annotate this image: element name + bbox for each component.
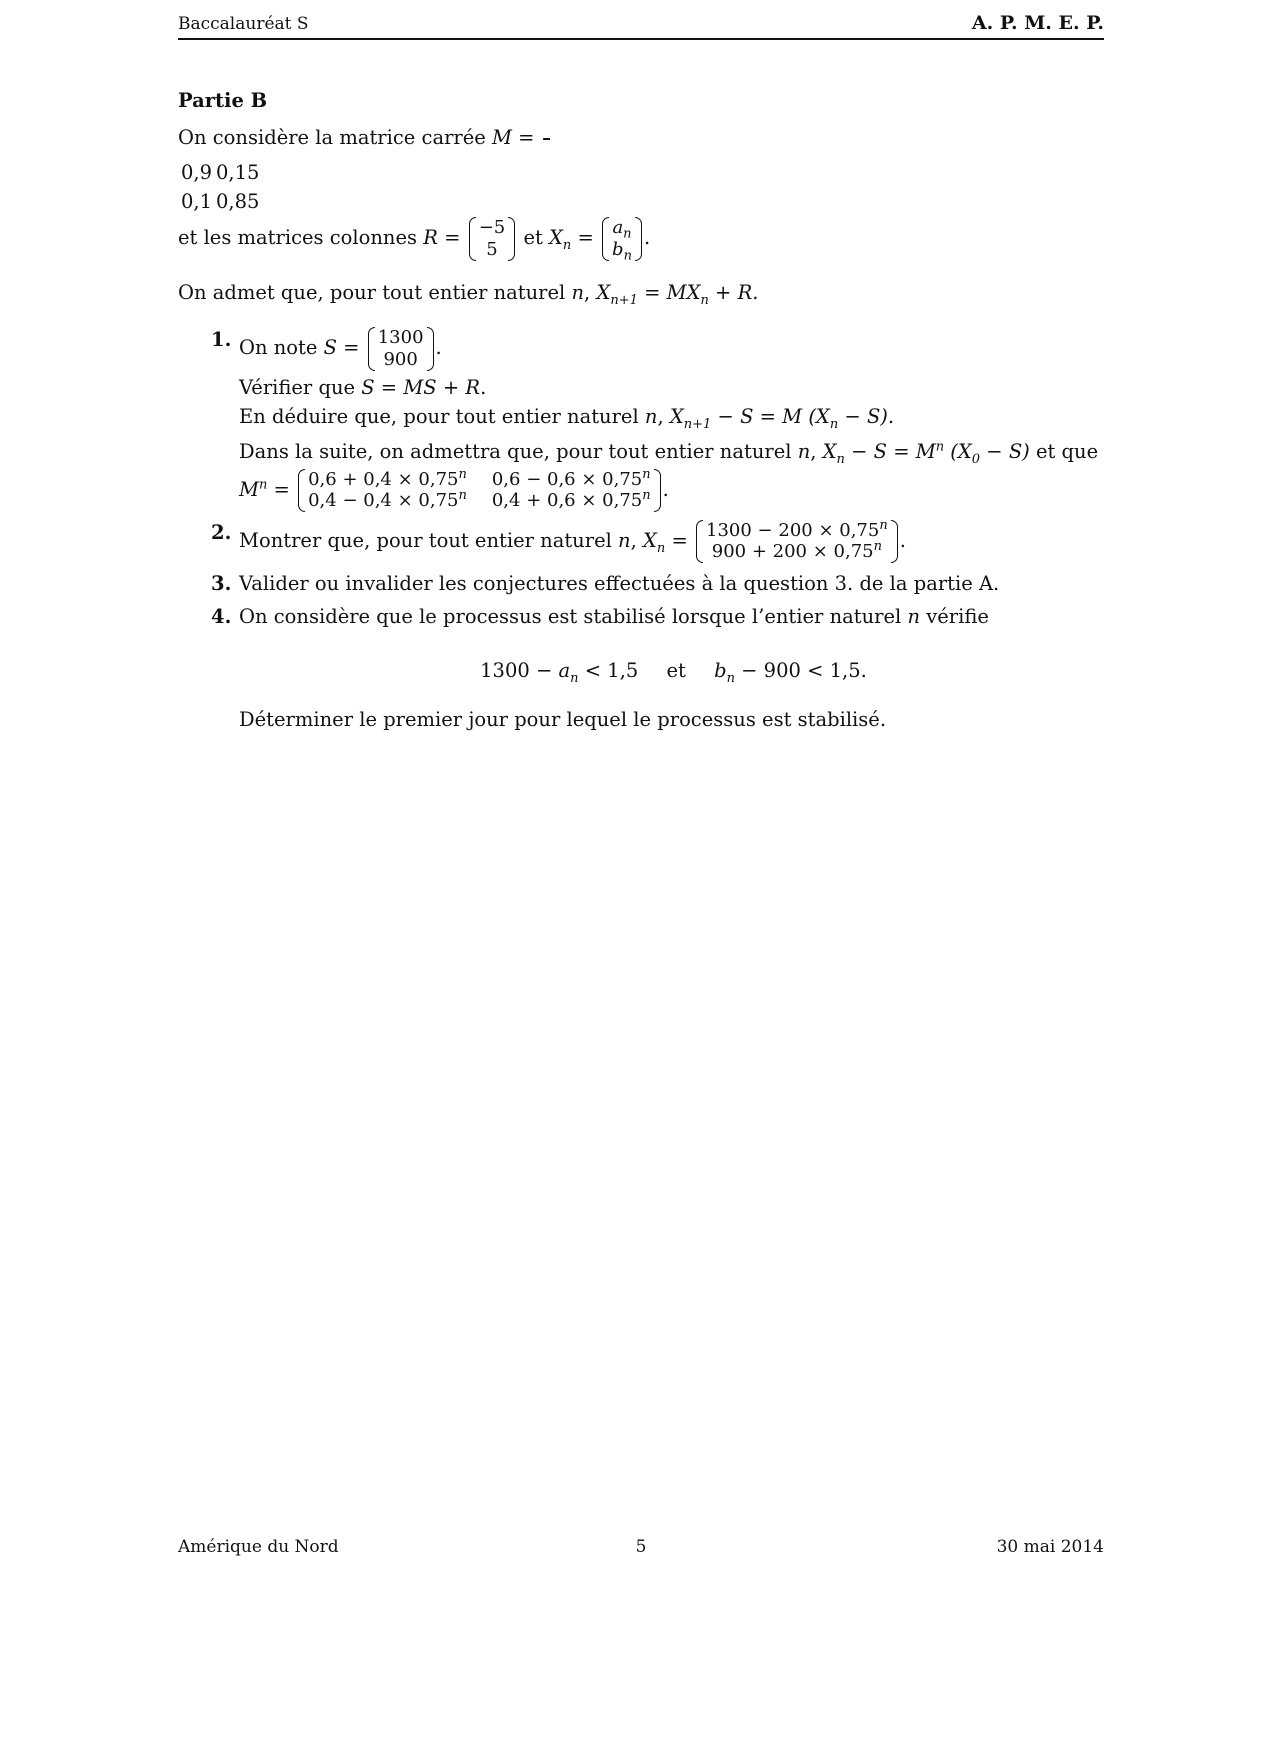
vector-cell: $900 + 200 \times 0,75^n$: [711, 539, 882, 563]
page-header: [178, 12, 1104, 40]
matrix-Mn-cell: $0,6 - 0,6 \times 0,75^n$: [491, 466, 651, 490]
footer-right: 30 mai 2014: [996, 1537, 1104, 1557]
document-body: Partie B On considère la matrice carrée M = 0,9 0,15 0,1 0,85 et les matrices colonnes R = −5 5 et $X_n$ = $a_n$ $b_n$ . On admet que, pour tout entier naturel n, $X_{n+1} = MX_n + R$. 1. On note S = 1300 900 . Vérifier que S = MS + R. En déduire que, pour tout entier naturel n, $X_{n+1} - S = M$ $(X_n - S)$. Dans la suite, on admettra que, pour tout entier naturel n, $X_n - S = M^n$ $(X_0 - S)$ et que $M^n$ = $0,6 + 0,4 \times 0,75^n$ $0,6 - 0,6 \times 0,75^n$ $0,4 - 0,4 \times 0,75^n$ $0,4 + 0,6 \times 0,75^n$ . 2. Montrer que, pour tout entier naturel n, $X_n$ = $1300 - 200 \times 0,75^n$ $900 + 200 \times 0,75^n$ . 3. Valider ou invalider les conjectures effectuées à la question 3. de la partie A. 4. On considère que le processus est stabilisé lorsque l’entier naturel n vérifie $1300 - a_n < 1,5$ et $b_n - 900 < 1,5$. Déterminer le premier jour pour lequel le processus est stabilisé.: [178, 88, 1108, 740]
q1-deduce: En déduire que, pour tout entier naturel n, $X_{n+1} - S = M$ $(X_n - S)$.: [239, 404, 895, 432]
intro-recurrence: On admet que, pour tout entier naturel n, $X_{n+1} = MX_n + R$.: [178, 281, 759, 308]
matrix-M-cell: 0,85: [216, 190, 260, 214]
question-4: 4. On considère que le processus est stabilisé lorsque l’entier naturel n vérifie $1300 - a_n < 1,5$ et $b_n - 900 < 1,5$. Déterminer le premier jour pour lequel le processus est stabilisé.: [178, 604, 1108, 732]
matrix-Mn-cell: $0,6 + 0,4 \times 0,75^n$: [308, 466, 467, 490]
matrix-S-cell: 1300: [377, 327, 424, 349]
matrix-M-label: M =: [492, 126, 535, 150]
matrix-Mn: [298, 466, 661, 512]
stability-inequalities: $1300 - a_n < 1,5$ et $b_n - 900 < 1,5$.: [480, 658, 867, 686]
matrix-M-cell: 0,9: [181, 160, 213, 184]
matrix-M: [543, 138, 550, 140]
matrix-X-label: $X_n$ =: [549, 226, 594, 254]
matrix-Xn-cell: $a_n$: [612, 217, 632, 242]
intro-line: [178, 125, 1108, 150]
matrix-Mn-cell: $0,4 + 0,6 \times 0,75^n$: [491, 488, 651, 512]
question-number: 4.: [211, 605, 232, 629]
matrix-R-cell: −5: [478, 217, 506, 239]
question-number: 2.: [211, 520, 232, 544]
question-number: 3.: [211, 572, 232, 595]
intro-text-3: et: [523, 226, 543, 250]
vector-Xn-closed-form: [696, 517, 898, 563]
header-right: A. P. M. E. P.: [971, 12, 1104, 34]
matrix-Xn-cell: $b_n$: [612, 238, 632, 264]
footer-page-number: 5: [635, 1537, 647, 1557]
matrix-Xn: [602, 217, 642, 264]
question-2: 2. Montrer que, pour tout entier naturel n, $X_n$ = $1300 - 200 \times 0,75^n$ $900 + 200 \times 0,75^n$ .: [211, 517, 906, 563]
header-left: Baccalauréat S: [178, 14, 309, 34]
q1-Mn: $M^n$ = $0,6 + 0,4 \times 0,75^n$ $0,6 - 0,6 \times 0,75^n$ $0,4 - 0,4 \times 0,75^n$ $0,4 + 0,6 \times 0,75^n$ .: [239, 466, 669, 512]
question-list: [178, 327, 1108, 732]
matrix-S: [368, 327, 434, 370]
question-number: 1.: [211, 328, 232, 352]
question-3-text: Valider ou invalider les conjectures effectuées à la question 3. de la partie A.: [239, 572, 1000, 595]
matrix-R-label: R =: [423, 226, 461, 250]
footer-left: Amérique du Nord: [178, 1537, 339, 1557]
matrix-S-cell: 900: [383, 349, 418, 370]
q1-verify: Vérifier que S = MS + R.: [239, 375, 487, 399]
matrix-R: [469, 217, 516, 260]
intro-text-2: et les matrices colonnes: [178, 226, 418, 250]
q1-admit: Dans la suite, on admettra que, pour tout entier naturel n, $X_n - S = M^n$ $(X_0 - S)$ et que: [239, 439, 1099, 468]
intro-text-1: On considère la matrice carrée: [178, 126, 486, 150]
matrix-M-cell: 0,1: [181, 190, 213, 214]
matrix-Mn-cell: $0,4 - 0,4 \times 0,75^n$: [308, 488, 467, 512]
matrix-R-cell: 5: [486, 238, 498, 260]
question-3: [178, 571, 1108, 596]
matrix-M-cell: 0,15: [216, 160, 260, 184]
question-4-final: Déterminer le premier jour pour lequel le processus est stabilisé.: [239, 708, 887, 732]
vector-cell: $1300 - 200 \times 0,75^n$: [706, 517, 888, 541]
part-title: Partie B: [178, 89, 268, 112]
question-1: 1. On note S = 1300 900 . Vérifier que S = MS + R. En déduire que, pour tout entier naturel n, $X_{n+1} - S = M$ $(X_n - S)$. Dans la suite, on admettra que, pour tout entier naturel n, $X_n - S = M^n$ $(X_0 - S)$ et que $M^n$ = $0,6 + 0,4 \times 0,75^n$ $0,6 - 0,6 \times 0,75^n$ $0,4 - 0,4 \times 0,75^n$ $0,4 + 0,6 \times 0,75^n$ .: [178, 327, 1108, 511]
